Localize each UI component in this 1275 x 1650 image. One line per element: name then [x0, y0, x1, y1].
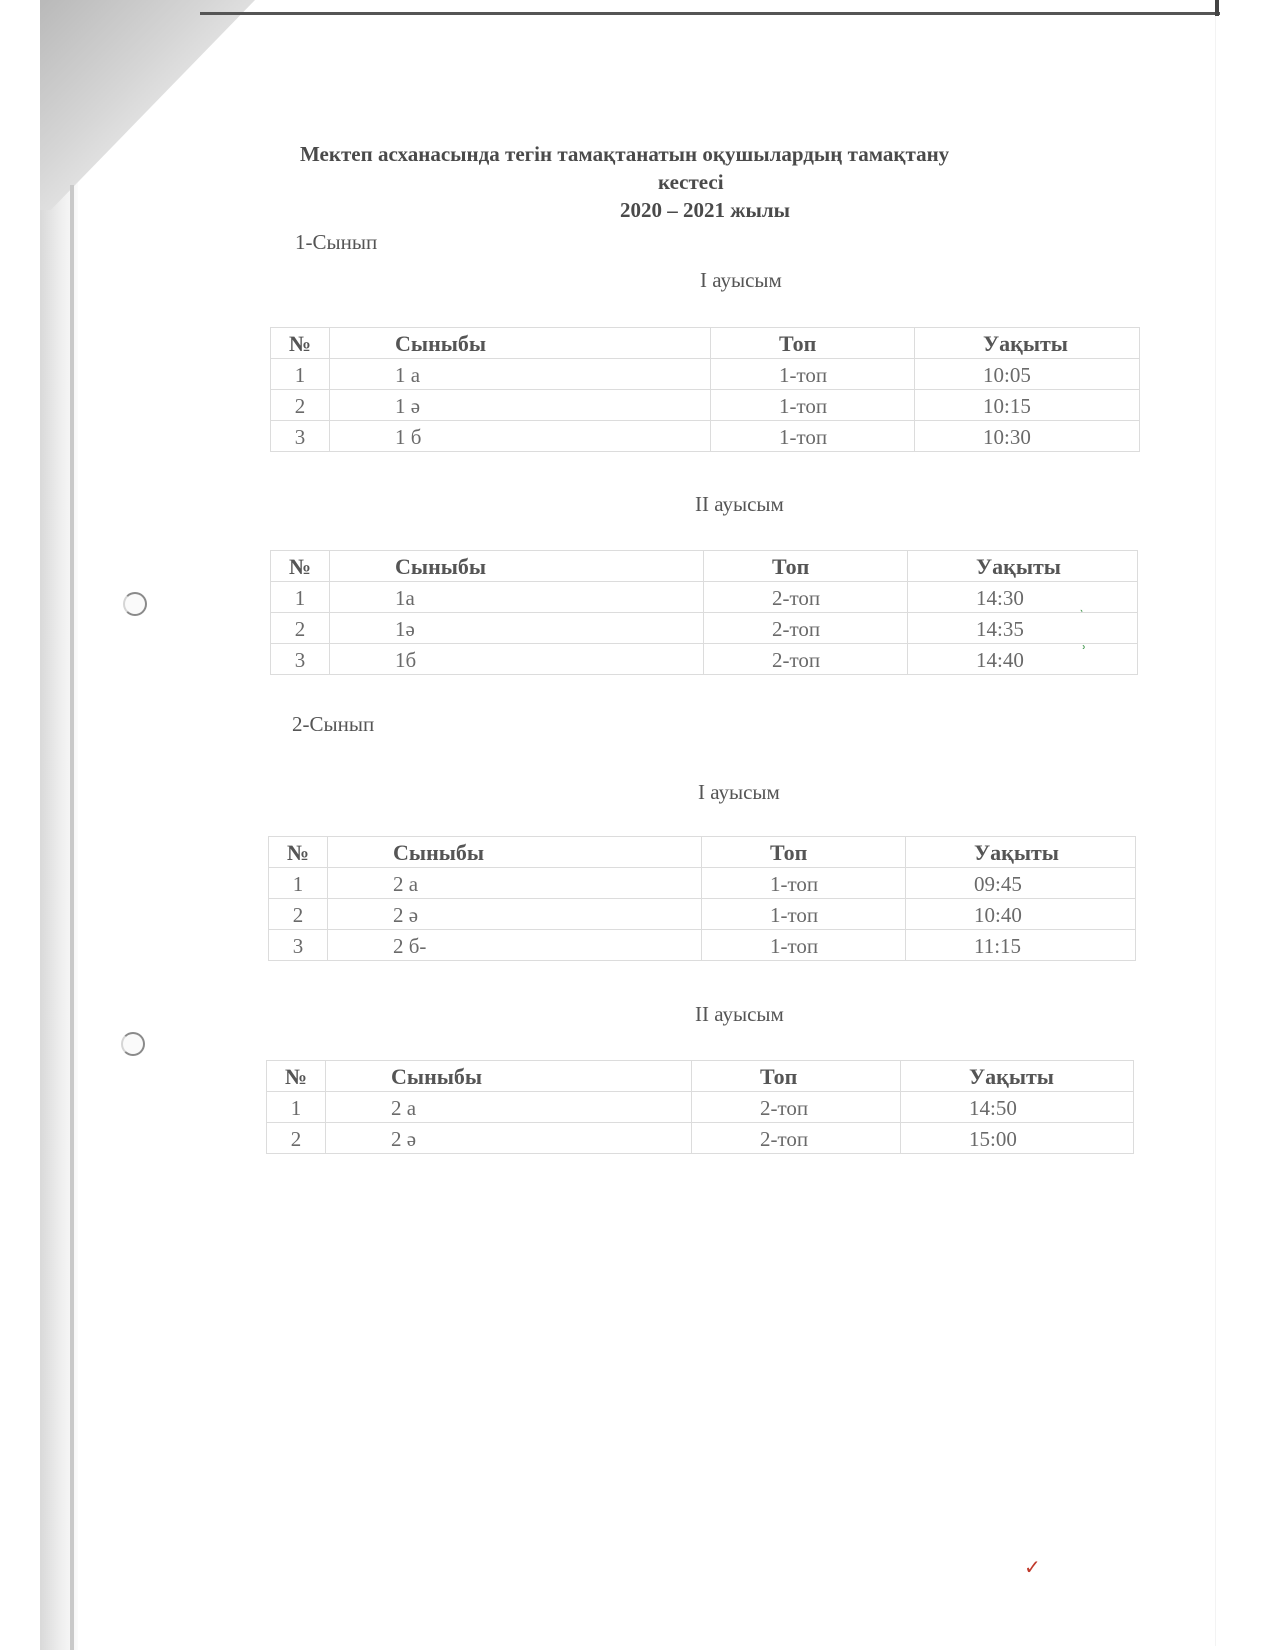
document-title: Мектеп асханасында тегін тамақтанатын оқушылардың тамақтану кестесі 2020 – 2021 жылы	[300, 142, 950, 222]
table-header-row	[269, 837, 1136, 868]
col-header-time: Уақыты	[906, 837, 1136, 868]
col-header-time: Уақыты	[901, 1061, 1134, 1092]
col-header-class: Сыныбы	[326, 1061, 692, 1092]
col-header-class: Сыныбы	[330, 328, 711, 359]
shift-label: I ауысым	[700, 268, 782, 292]
table-row: 1 1 а 1-топ 10:05	[271, 359, 1140, 390]
table-row: 1 1а 2-топ 14:30	[271, 582, 1138, 613]
schedule-table	[268, 836, 1136, 961]
scan-right-edge	[1215, 16, 1216, 1646]
col-header-time: Уақыты	[915, 328, 1140, 359]
table-row: 3 1 б 1-топ 10:30	[271, 421, 1140, 452]
checkmark-icon: ✓	[1024, 1555, 1041, 1579]
shift-label: II ауысым	[695, 1002, 784, 1026]
scan-top-edge	[200, 12, 1220, 15]
punch-hole-icon	[123, 592, 147, 616]
table-row: 2 1 ә 1-топ 10:15	[271, 390, 1140, 421]
col-header-class: Сыныбы	[330, 551, 704, 582]
table-row: 2 1ә 2-топ 14:35	[271, 613, 1138, 644]
table-row: 2 2 ә 2-топ 15:00	[267, 1123, 1134, 1154]
col-header-group: Топ	[711, 328, 915, 359]
table-row: 1 2 а 2-топ 14:50	[267, 1092, 1134, 1123]
col-header-group: Топ	[704, 551, 908, 582]
pen-mark-icon: ʾ	[1082, 644, 1087, 660]
scan-corner-mark	[1215, 0, 1219, 16]
table-row: 3 1б 2-топ 14:40	[271, 644, 1138, 675]
schedule-table	[270, 550, 1138, 675]
grade-heading: 1-Сынып	[295, 230, 378, 254]
table-header-row	[271, 551, 1138, 582]
shift-label: II ауысым	[695, 492, 784, 516]
page-edge	[70, 185, 74, 1650]
schedule-table	[266, 1060, 1134, 1154]
shift-label: I ауысым	[698, 780, 780, 804]
table-header-row	[271, 328, 1140, 359]
table-row: 2 2 ә 1-топ 10:40	[269, 899, 1136, 930]
table-row: 1 2 а 1-топ 09:45	[269, 868, 1136, 899]
schedule-table	[270, 327, 1140, 452]
col-header-number: №	[271, 551, 330, 582]
col-header-time: Уақыты	[908, 551, 1138, 582]
grade-heading: 2-Сынып	[292, 712, 375, 736]
col-header-number: №	[269, 837, 328, 868]
table-row: 3 2 б- 1-топ 11:15	[269, 930, 1136, 961]
col-header-number: №	[267, 1061, 326, 1092]
col-header-group: Топ	[702, 837, 906, 868]
page-fold-corner	[40, 0, 255, 210]
col-header-class: Сыныбы	[328, 837, 702, 868]
col-header-number: №	[271, 328, 330, 359]
pen-mark-icon: ʾ	[1080, 608, 1084, 622]
table-header-row	[267, 1061, 1134, 1092]
punch-hole-icon	[121, 1032, 145, 1056]
col-header-group: Топ	[692, 1061, 901, 1092]
